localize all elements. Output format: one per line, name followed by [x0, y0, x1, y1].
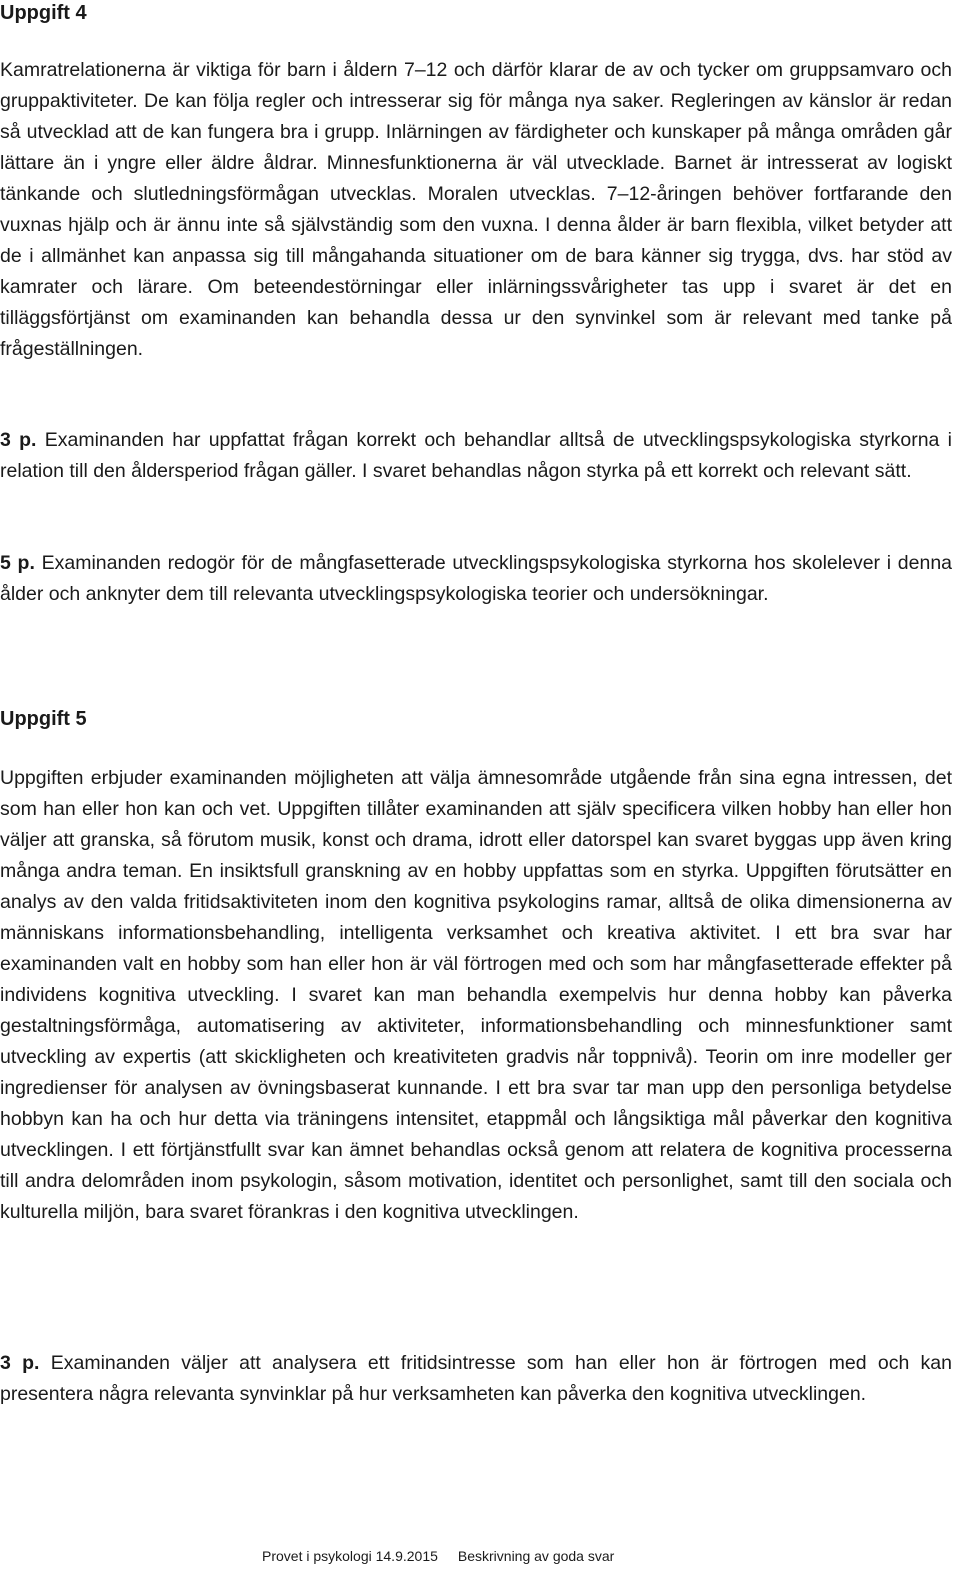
criterion-text: Examinanden väljer att analysera ett fritidsintresse som han eller hon är förtrogen med och kan presentera några relevanta synvinklar på hur verksamheten kan påverka den kognitiva utvecklingen. [0, 1352, 953, 1405]
criterion-points: 3 p. [0, 1352, 40, 1374]
section-body-uppgift-4: Kamratrelationerna är viktiga för barn i åldern 7–12 och därför klarar de av och tycker om gruppsamvaro och gruppaktiviteter. De kan följa regler och intresserar sig för många nya saker. Regleringen av känslor är redan så utvecklad att de kan fungera bra i grupp. Inlärningen av färdigheter och kunskaper på många områden går lättare än i yngre eller äldre åldrar. Minnesfunktionerna är väl utvecklade. Barnet är intresserat av logiskt tänkande och slutledningsförmågan utvecklas. Moralen utvecklas. 7–12-åringen behöver fortfarande den vuxnas hjälp och är ännu inte så självständig som den vuxna. I denna ålder är barn flexibla, vilket betyder att de i allmänhet kan anpassa sig till mångahanda situationer om de bara känner sig trygga, dvs. har stöd av kamrater och lärare. Om beteendestörningar eller inlärningssvårigheter tas upp i svaret är det en tilläggsförtjänst om examinanden kan behandla dessa ur den synvinkel som är relevant med tanke på frågeställningen. [0, 59, 952, 360]
footer-exam-title: Provet i psykologi 14.9.2015 [262, 1548, 438, 1564]
section-heading-uppgift-5: Uppgift 5 [0, 708, 87, 730]
criterion-uppgift-4-3p [0, 425, 952, 487]
criterion-text: Examinanden har uppfattat frågan korrekt och behandlar alltså de utvecklingspsykologiska styrkorna i relation till den åldersperiod frågan gäller. I svaret behandlas någon styrka på ett korrekt och relevant sätt. [0, 429, 952, 482]
criterion-points: 3 p. [0, 429, 37, 451]
criterion-uppgift-5-3p [0, 1348, 952, 1410]
criterion-uppgift-4-5p [0, 548, 952, 610]
section-body-uppgift-5: Uppgiften erbjuder examinanden möjligheten att välja ämnesområde utgående från sina egna intressen, det som han eller hon kan och vet. Uppgiften tillåter examinanden att själv specificera vilken hobby han eller hon väljer att granska, så förutom musik, konst och drama, idrott eller datorspel kan svaret byggas upp även kring många andra teman. En insiktsfull granskning av en hobby uppfattas som en styrka. Uppgiften förutsätter en analys av den valda fritidsaktiviteten inom den kognitiva psykologins ramar, alltså de olika dimensionerna av människans informationsbehandling, intelligenta verksamhet och kreativa aktivitet. I ett bra svar har examinanden valt en hobby som han eller hon är väl förtrogen med och som har mångfasetterade effekter på individens kognitiva utveckling. I svaret kan man behandla exempelvis hur denna hobby kan påverka gestaltningsförmåga, automatisering av aktiviteter, informationsbehandling och minnesfunktioner samt utveckling av expertis (att skickligheten och kreativiteten gradvis når toppnivå). Teorin om inre modeller ger ingredienser för analysen av övningsbaserat kunnande. I ett bra svar tar man upp den personliga betydelse hobbyn kan ha och hur detta via träningens intensitet, etappmål och långsiktiga mål påverkar den kognitiva utvecklingen. I ett förtjänstfullt svar kan ämnet behandlas också genom att relatera de kognitiva processerna till andra delområden inom psykologin, såsom motivation, identitet och personlighet, samt till den sociala och kulturella miljön, bara svaret förankras i den kognitiva utvecklingen. [0, 767, 952, 1223]
criterion-text: Examinanden redogör för de mångfasetterade utvecklingspsykologiska styrkorna hos skolelever i denna ålder och anknyter dem till relevanta utvecklingspsykologiska teorier och undersökningar. [0, 552, 953, 605]
page-footer [262, 1546, 614, 1566]
footer-document-title: Beskrivning av goda svar [457, 1548, 615, 1564]
section-heading-uppgift-4: Uppgift 4 [0, 2, 87, 24]
criterion-points: 5 p. [0, 552, 35, 574]
